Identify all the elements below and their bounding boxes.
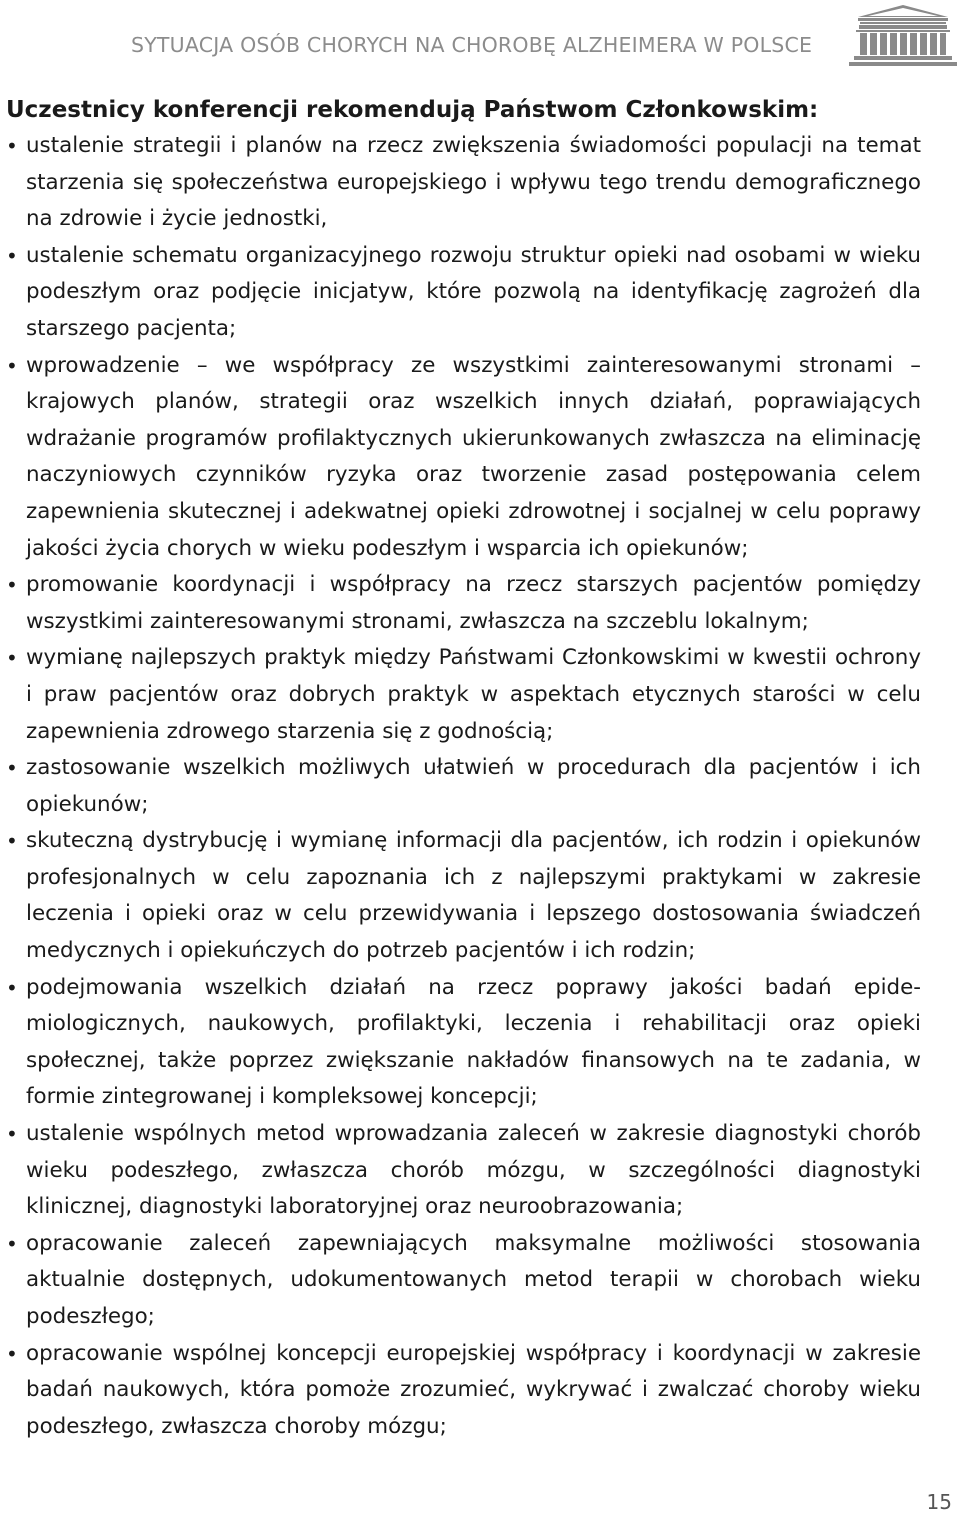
list-item-text: ustalenie schematu organizacyjnego rozwoju struktur opieki nad osobami w wieku podeszłym oraz podjęcie inicjatyw, które pozwolą na identyfikację zagrożeń dla starszego pacjenta; bbox=[26, 242, 921, 341]
bullet-icon: • bbox=[6, 756, 18, 781]
bullet-icon: • bbox=[6, 353, 18, 378]
list-item-text: wymianę najlepszych praktyk między Państwami Członkowskimi w kwestii ochrony i praw pacjentów oraz dobrych praktyk w aspektach etycznych starości w celu zapewnienia zdrowego starzenia się z godnością; bbox=[26, 645, 921, 744]
list-item-text: opracowanie wspólnej koncepcji europejskiej współpracy i koordynacji w zakresie badań naukowych, która pomoże zrozumieć, wykrywać i zwalczać choroby wieku podeszłego, zwłaszcza choroby mózgu; bbox=[26, 1340, 921, 1439]
list-item bbox=[6, 128, 921, 238]
list-item bbox=[6, 640, 921, 750]
list-item bbox=[6, 1226, 921, 1336]
page-number: 15 bbox=[926, 1490, 952, 1514]
list-item bbox=[6, 823, 921, 969]
bullet-icon: • bbox=[6, 975, 18, 1000]
list-item bbox=[6, 348, 921, 568]
list-item-text: zastosowanie wszelkich możliwych ułatwień w procedurach dla pacjentów i ich opiekunów; bbox=[26, 755, 921, 817]
list-item-text: opracowanie zaleceń zapewniających maksymalne możliwości stosowania aktualnie dostępnych, udokumentowanych metod terapii w chorobach wieku podeszłego; bbox=[26, 1230, 921, 1329]
recommendations-list bbox=[6, 128, 921, 1445]
bullet-icon: • bbox=[6, 1122, 18, 1147]
bullet-icon: • bbox=[6, 1341, 18, 1366]
list-item-text: ustalenie wspólnych metod wprowadzania zaleceń w zakresie diagnostyki chorób wieku podeszłego, zwłaszcza chorób mózgu, w szczególności diagnostyki klinicznej, diagnostyki laboratoryjnej oraz neuroobrazowania; bbox=[26, 1121, 921, 1220]
page-header bbox=[0, 0, 960, 72]
list-item bbox=[6, 970, 921, 1116]
section-heading: Uczestnicy konferencji rekomendują Państwom Członkowskim: bbox=[6, 97, 819, 123]
list-item bbox=[6, 750, 921, 823]
parliament-building-logo-icon bbox=[846, 2, 960, 68]
bullet-icon: • bbox=[6, 646, 18, 671]
list-item-text: promowanie koordynacji i współpracy na rzecz starszych pacjentów pomiędzy wszystkimi zainteresowanymi stronami, zwłaszcza na szczeblu lokalnym; bbox=[26, 572, 921, 634]
list-item-text: wprowadzenie – we współpracy ze wszystkimi zainteresowanymi stronami – krajowych planów, strategii oraz wszelkich innych działań, poprawiających wdrażanie programów profilaktycznych ukierunkowanych zwłaszcza na eliminację naczyniowych czynników ryzyka oraz tworzenie zasad postępowania celem zapewnienia skutecznej i adekwatnej opieki zdrowotnej i socjalnej w celu poprawy jakości życia chorych w wieku podeszłym i wsparcia ich opiekunów; bbox=[26, 352, 921, 561]
list-item bbox=[6, 1116, 921, 1226]
bullet-icon: • bbox=[6, 573, 18, 598]
bullet-icon: • bbox=[6, 829, 18, 854]
running-title: SYTUACJA OSÓB CHORYCH NA CHOROBĘ ALZHEIMERA W POLSCE bbox=[131, 33, 813, 57]
list-item-text: ustalenie strategii i planów na rzecz zwiększenia świadomości populacji na temat starzenia się społeczeństwa europejskiego i wpływu tego trendu demograficznego na zdrowie i życie jednostki, bbox=[26, 133, 921, 232]
list-item-text: skuteczną dystrybucję i wymianę informacji dla pacjentów, ich rodzin i opiekunów profesjonalnych w celu zapoznania ich z najlepszymi praktykami w zakresie leczenia i opieki oraz w celu przewidywania i lepszego dostosowania świadczeń medycznych i opiekuńczych do potrzeb pacjentów i ich rodzin; bbox=[26, 828, 921, 964]
list-item bbox=[6, 1336, 921, 1446]
list-item bbox=[6, 567, 921, 640]
bullet-icon: • bbox=[6, 243, 18, 268]
bullet-icon: • bbox=[6, 134, 18, 158]
main-content bbox=[6, 95, 921, 1445]
list-item bbox=[6, 238, 921, 348]
bullet-icon: • bbox=[6, 1231, 18, 1256]
list-item-text: podejmowania wszelkich działań na rzecz poprawy jakości badań epidemiologicznych, naukowych, profilaktyki, leczenia i rehabilitacji oraz opieki społecznej, także poprzez zwiększanie nakładów finansowych na te zadania, w formie zintegrowanej i kompleksowej koncepcji; bbox=[26, 974, 921, 1110]
